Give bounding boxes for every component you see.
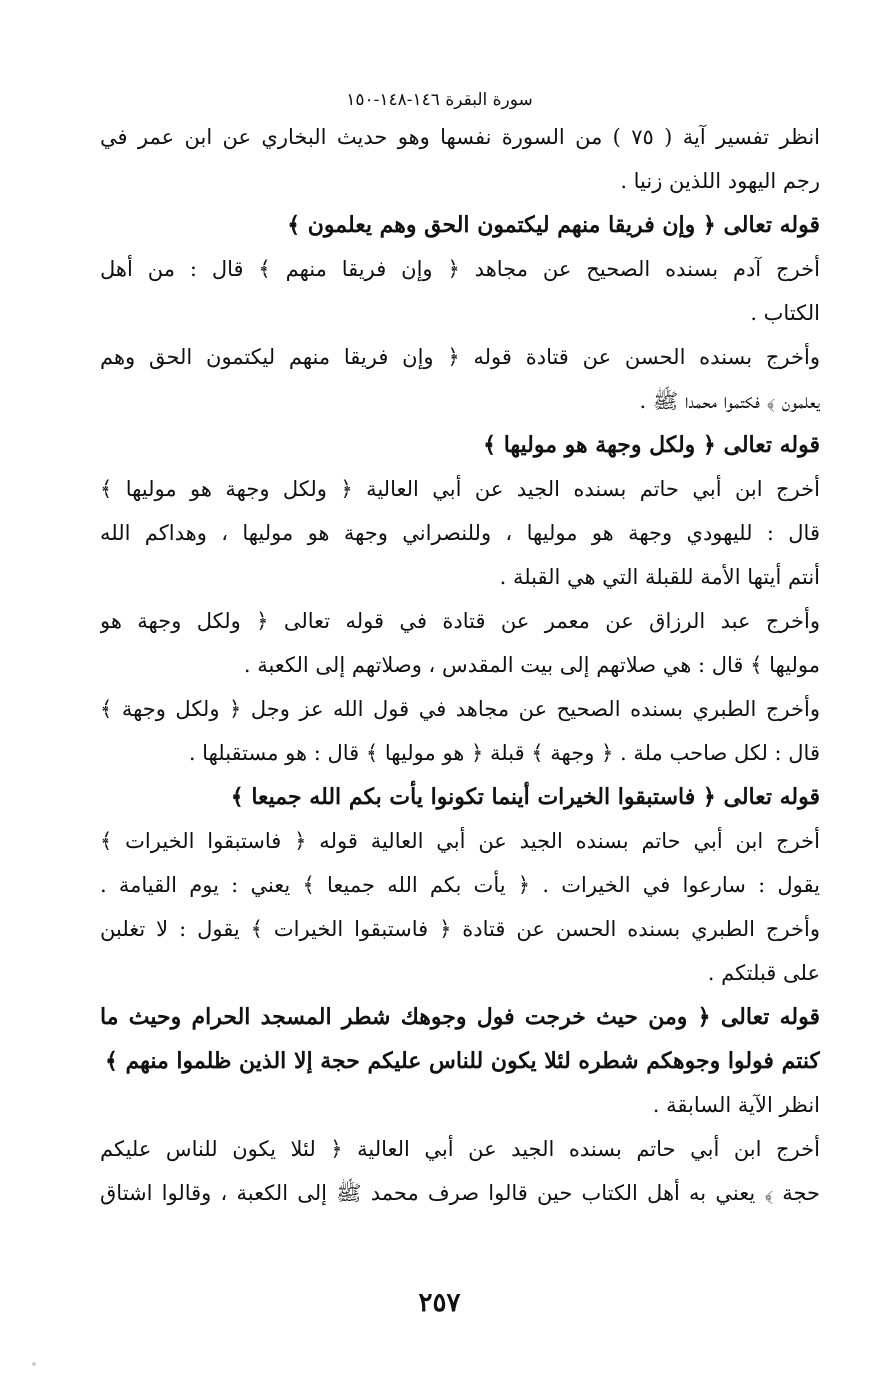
text-line: أخرج آدم بسنده الصحيح عن مجاهد ﴿ وإن فريقا منهم ﴾ قال : من أهل [100,257,820,281]
text-line: أنتم أيتها الأمة للقبلة التي هي القبلة . [499,565,820,589]
text-line: حجة ﴾ يعني به أهل الكتاب حين قالوا صرف محمد ﷺ إلى الكعبة ، وقالوا اشتاق [100,1181,820,1205]
text-line: يقول : سارعوا في الخيرات . ﴿ يأت بكم الله جميعا ﴾ يعني : يوم القيامة . [100,873,820,897]
text-line: وأخرج الطبري بسنده الصحيح عن مجاهد في قول الله عز وجل ﴿ ولكل وجهة ﴾ [100,697,820,721]
text-line: رجم اليهود اللذين زنيا . [620,169,820,193]
text-line: على قبلتكم . [707,961,820,985]
scan-speck [32,1362,36,1366]
verse-heading: قوله تعالى ﴿ ومن حيث خرجت فول وجوهك شطر المسجد الحرام وحيث ما [100,1004,820,1030]
page-number: ٢٥٧ [418,1288,461,1318]
text-line: وأخرج بسنده الحسن عن قتادة قوله ﴿ وإن فريقا منهم ليكتمون الحق وهم [100,345,820,369]
text-line: يعلمون ﴾ فكتموا محمدا ﷺ . [639,389,820,413]
text-line: أخرج ابن أبي حاتم بسنده الجيد عن أبي العالية قوله ﴿ فاستبقوا الخيرات ﴾ [100,829,820,853]
body-text [100,115,820,1215]
text-line: قال : لكل صاحب ملة . ﴿ وجهة ﴾ قبلة ﴿ هو موليها ﴾ قال : هو مستقبلها . [188,741,820,765]
verse-heading: كنتم فولوا وجوهكم شطره لئلا يكون للناس عليكم حجة إلا الذين ظلموا منهم ﴾ [104,1048,820,1074]
running-title: سورة البقرة ١٤٦-١٤٨-١٥٠ [346,90,533,110]
verse-heading: قوله تعالى ﴿ فاستبقوا الخيرات أينما تكونوا يأت بكم الله جميعا ﴾ [230,784,820,810]
text-line: انظر تفسير آية ( ٧٥ ) من السورة نفسها وهو حديث البخاري عن ابن عمر في [100,125,820,149]
text-line: وأخرج عبد الرزاق عن معمر عن قتادة في قوله تعالى ﴿ ولكل وجهة هو [100,609,820,633]
text-line: أخرج ابن أبي حاتم بسنده الجيد عن أبي العالية ﴿ لئلا يكون للناس عليكم [100,1137,820,1161]
text-line: قال : لليهودي وجهة هو موليها ، وللنصراني وجهة هو موليها ، وهداكم الله [100,521,820,545]
text-line: موليها ﴾ قال : هي صلاتهم إلى بيت المقدس ، وصلاتهم إلى الكعبة . [243,653,820,677]
text-line: أخرج ابن أبي حاتم بسنده الجيد عن أبي العالية ﴿ ولكل وجهة هو موليها ﴾ [100,477,820,501]
text-line: انظر الآية السابقة . [652,1093,820,1117]
text-line: الكتاب . [750,301,820,325]
verse-heading: قوله تعالى ﴿ وإن فريقا منهم ليكتمون الحق وهم يعلمون ﴾ [287,212,820,238]
verse-heading: قوله تعالى ﴿ ولكل وجهة هو موليها ﴾ [483,432,820,458]
text-line: وأخرج الطبري بسنده الحسن عن قتادة ﴿ فاستبقوا الخيرات ﴾ يقول : لا تغلبن [100,917,820,941]
